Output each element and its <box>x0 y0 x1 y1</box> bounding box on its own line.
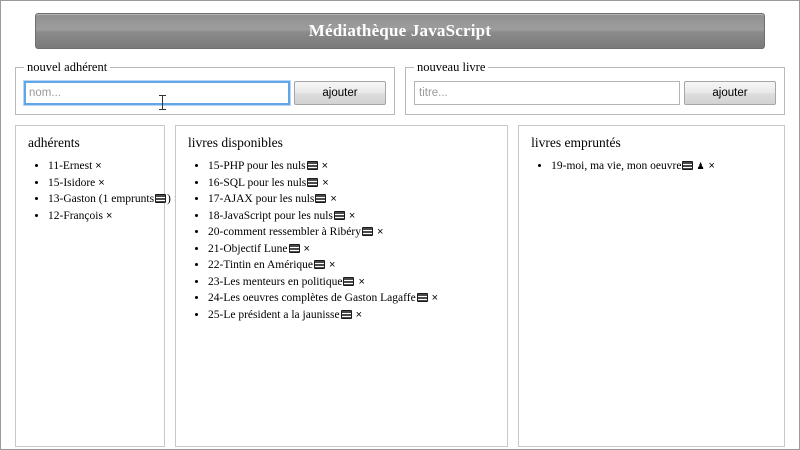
list-item-label: 15-PHP pour les nuls <box>208 160 306 172</box>
list-item <box>551 158 776 175</box>
close-icon[interactable]: × <box>431 292 439 304</box>
new-book-legend: nouveau livre <box>417 60 486 74</box>
book-icon[interactable] <box>341 310 352 319</box>
adherent-name-input[interactable] <box>24 81 290 105</box>
list-item-label: 21-Objectif Lune <box>208 242 288 255</box>
add-adherent-button[interactable]: ajouter <box>294 81 386 105</box>
book-title-input[interactable] <box>414 81 680 105</box>
title-banner <box>35 13 765 49</box>
adherents-list <box>26 158 171 224</box>
list-item <box>48 175 156 192</box>
adherents-panel <box>15 125 171 447</box>
list-item <box>208 224 499 241</box>
list-item-suffix: ) <box>167 193 171 205</box>
close-icon[interactable]: × <box>95 160 102 172</box>
list-item-label: 25-Le président a la jaunisse <box>208 308 340 321</box>
close-icon[interactable]: × <box>376 226 384 238</box>
person-icon[interactable]: ♟ <box>696 162 705 172</box>
close-icon[interactable]: × <box>708 160 715 172</box>
close-icon[interactable]: × <box>330 193 337 205</box>
close-icon[interactable]: × <box>355 308 363 321</box>
book-icon[interactable] <box>289 244 300 253</box>
list-item <box>208 257 499 274</box>
list-item-label: 11-Ernest <box>48 160 93 172</box>
list-item-label: 23-Les menteurs en politique <box>208 275 343 288</box>
book-icon[interactable] <box>362 227 373 236</box>
borrowed-books-panel <box>518 125 785 447</box>
list-item <box>48 191 171 208</box>
list-item <box>208 191 499 208</box>
close-icon[interactable]: × <box>303 242 310 255</box>
close-icon[interactable]: × <box>321 160 329 172</box>
borrowed-books-title: livres empruntés <box>531 135 621 150</box>
columns <box>15 125 785 447</box>
list-item <box>208 290 499 307</box>
new-book-form <box>405 60 785 115</box>
close-icon[interactable]: × <box>348 209 356 222</box>
list-item-label: 18-JavaScript pour les nuls <box>208 209 333 222</box>
book-icon[interactable] <box>155 194 166 203</box>
list-item <box>208 307 499 324</box>
list-item-label: 24-Les oeuvres complètes de Gaston Lagaffe <box>208 292 416 304</box>
book-icon[interactable] <box>314 260 325 269</box>
list-item <box>208 274 499 291</box>
book-icon[interactable] <box>682 161 693 170</box>
close-icon[interactable]: × <box>98 176 105 189</box>
list-item-label: 16-SQL pour les nuls <box>208 176 307 189</box>
book-icon[interactable] <box>343 277 354 286</box>
list-item-label: 17-AJAX pour les nuls <box>208 193 315 205</box>
book-icon[interactable] <box>334 211 345 220</box>
adherents-title: adhérents <box>28 135 80 150</box>
list-item <box>208 158 499 175</box>
close-icon[interactable]: × <box>105 209 113 222</box>
new-adherent-form <box>15 60 395 115</box>
forms-row <box>15 60 785 115</box>
available-books-panel <box>175 125 508 447</box>
list-item-label: 13-Gaston (1 emprunts <box>48 193 155 205</box>
close-icon[interactable]: × <box>358 275 365 288</box>
list-item-label: 15-Isidore <box>48 176 96 189</box>
new-adherent-legend: nouvel adhérent <box>27 60 108 74</box>
list-item <box>48 208 156 225</box>
list-item-label: 12-François <box>48 209 103 222</box>
book-icon[interactable] <box>307 161 318 170</box>
list-item <box>208 175 499 192</box>
book-icon[interactable] <box>417 293 428 302</box>
list-item-label: 19-moi, ma vie, mon oeuvre <box>551 160 682 172</box>
borrowed-books-list <box>529 158 776 175</box>
list-item <box>208 208 499 225</box>
text-cursor <box>162 96 163 109</box>
close-icon[interactable]: × <box>322 176 329 189</box>
list-item-label: 20-comment ressembler à Ribéry <box>208 226 361 238</box>
list-item <box>208 241 499 258</box>
list-item <box>48 158 156 175</box>
book-icon[interactable] <box>315 194 326 203</box>
available-books-list <box>186 158 499 323</box>
page-title: Médiathèque JavaScript <box>308 21 492 40</box>
list-item-label: 22-Tintin en Amérique <box>208 259 313 271</box>
book-icon[interactable] <box>307 178 318 187</box>
available-books-title: livres disponibles <box>188 135 283 150</box>
add-book-button[interactable]: ajouter <box>684 81 776 105</box>
close-icon[interactable]: × <box>329 259 336 271</box>
